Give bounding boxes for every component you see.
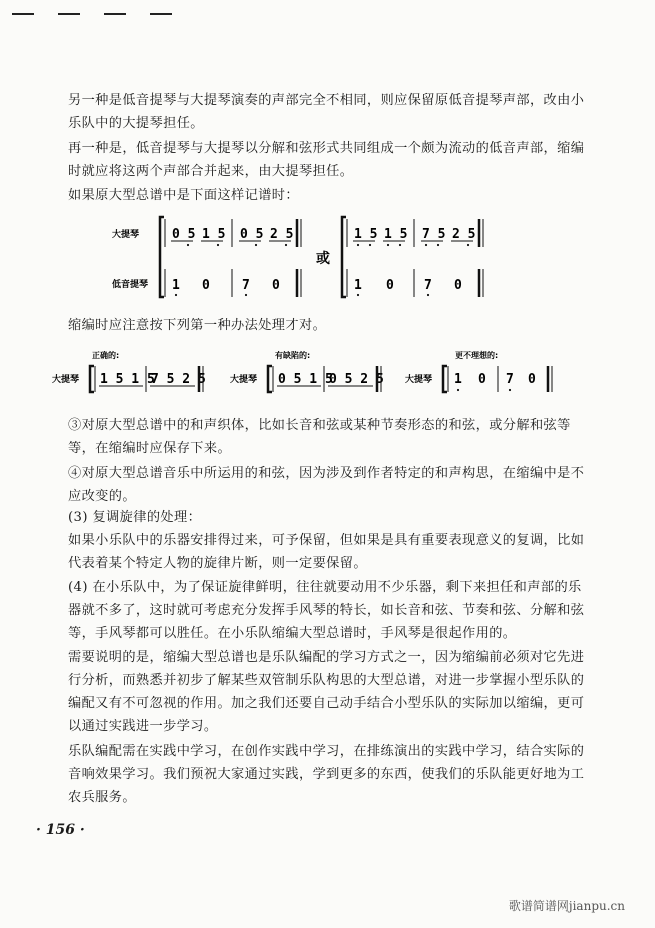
watermark-latin: jianpu.cn: [568, 899, 625, 913]
top-edge-marks: [12, 0, 212, 2]
note-b-cello-1: 1 5: [354, 227, 378, 242]
label-unideal: 更不理想的:: [455, 351, 499, 360]
paragraph-6: ④对原大型总谱音乐中所运用的和弦，因为涉及到作者特定的和声构思，在缩编中是不应改变的。: [68, 466, 585, 504]
note-b-bass-2: 0: [386, 278, 394, 293]
score-example-2: [0, 346, 655, 400]
note-a-cello-2: 1 5: [202, 227, 226, 242]
score-example-1: [0, 205, 655, 305]
watermark: [509, 897, 625, 914]
notes-correct-1: 1 5 1 5: [100, 372, 155, 387]
note-b-bass-1: 1: [354, 278, 362, 293]
label-cello-correct: 大提琴: [52, 375, 80, 385]
paragraph-11: 乐队编配需在实践中学习，在创作实践中学习，在排练演出的实践中学习，结合实际的音响效果学习。我们预祝大家通过实践，学到更多的东西，使我们的乐队能更好地为工农兵服务。: [68, 744, 585, 805]
note-a-cello-3: 0 5: [240, 227, 264, 242]
or-label: 或: [316, 251, 330, 267]
watermark-cn: 歌谱简谱网: [508, 899, 569, 913]
label-cello-unideal: 大提琴: [405, 375, 433, 385]
note-a-bass-3: 7: [242, 278, 250, 293]
paragraph-9: (4) 在小乐队中，为了保证旋律鲜明，往往就要动用不少乐器，剩下来担任和声部的乐器就不多了，这时就可考虑充分发挥手风琴的特长，如长音和弦、节奏和弦、分解和弦等，手风琴都可以胜任。在小乐队缩编大型总谱时，手风琴是很起作用的。: [68, 580, 585, 641]
note-a-cello-4: 2 5: [270, 227, 294, 242]
notes-unideal-3: 7: [506, 372, 514, 387]
paragraph-1: 另一种是低音提琴与大提琴演奏的声部完全不相同，则应保留原低音提琴声部，改由小乐队中的大提琴担任。: [68, 93, 585, 131]
note-b-cello-3: 7 5: [422, 227, 446, 242]
paragraph-3: 如果原大型总谱中是下面这样记谱时：: [68, 188, 299, 203]
paragraph-7: (3) 复调旋律的处理：: [68, 510, 202, 525]
label-bass: 低音提琴: [112, 280, 149, 290]
note-b-cello-4: 2 5: [452, 227, 476, 242]
notes-correct-2: 7 5 2 5: [151, 372, 206, 387]
label-cello: 大提琴: [112, 230, 140, 240]
paragraph-10: 需要说明的是，缩编大型总谱也是乐队编配的学习方式之一，因为缩编前必须对它先进行分析，而熟悉并初步了解某些双管制乐队构思的大型总谱，对进一步掌握小型乐队的编配又有不可忽视的作用。加之我们还要自己动手结合小型乐队的实际加以缩编，更可以通过实践进一步学习。: [68, 650, 585, 734]
note-b-bass-4: 0: [454, 278, 462, 293]
label-flawed: 有缺陷的:: [275, 351, 311, 360]
notes-unideal-2: 0: [478, 372, 486, 387]
notes-flawed-2: 0 5 2 5: [329, 372, 384, 387]
note-a-bass-4: 0: [272, 278, 280, 293]
note-b-bass-3: 7: [424, 278, 432, 293]
notes-unideal-4: 0: [528, 372, 536, 387]
notes-unideal-1: 1: [454, 372, 462, 387]
paragraph-8: 如果小乐队中的乐器安排得过来，可予保留，但如果是具有重要表现意义的复调，比如代表着某个特定人物的旋律片断，则一定要保留。: [68, 533, 585, 571]
note-a-cello-1: 0 5: [172, 227, 196, 242]
note-a-bass-1: 1: [172, 278, 180, 293]
notes-flawed-1: 0 5 1 5: [278, 372, 333, 387]
label-correct: 正确的:: [92, 351, 120, 360]
note-b-cello-2: 1 5: [384, 227, 408, 242]
label-cello-flawed: 大提琴: [230, 375, 258, 385]
paragraph-4: 缩编时应注意按下列第一种办法处理才对。: [68, 318, 327, 333]
note-a-bass-2: 0: [202, 278, 210, 293]
paragraph-5: ③对原大型总谱中的和声织体，比如长音和弦或某种节奏形态的和弦，或分解和弦等等，在缩编时应保存下来。: [68, 418, 571, 456]
paragraph-2: 再一种是，低音提琴与大提琴以分解和弦形式共同组成一个颇为流动的低音声部，缩编时就应将这两个声部合并起来，由大提琴担任。: [68, 141, 585, 179]
page-number: · 156 ·: [36, 822, 85, 838]
